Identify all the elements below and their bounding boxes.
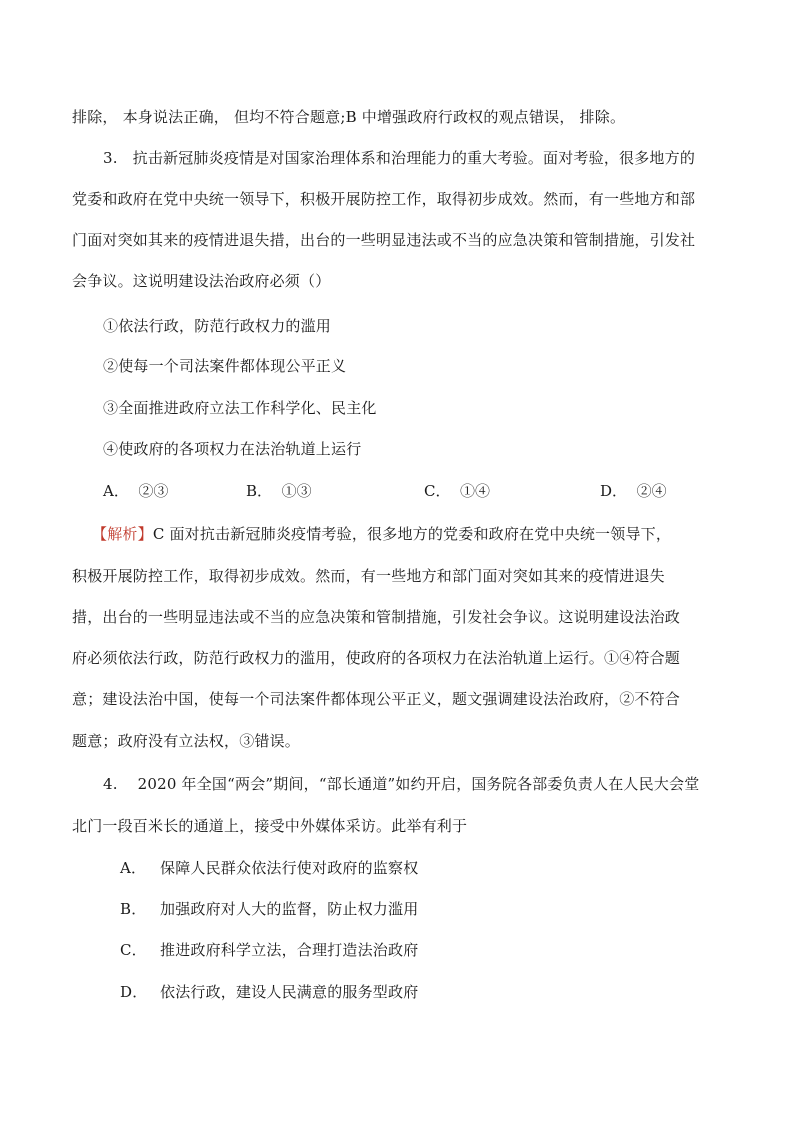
q3-choice-c-letter: C． — [424, 482, 451, 500]
q3-choice-c-text: ①④ — [460, 482, 491, 500]
q3-analysis-line-1 — [92, 524, 671, 544]
q4-choice-d — [120, 982, 418, 1002]
q4-stem-line-1 — [103, 774, 699, 794]
q3-analysis-line-2: 积极开展防控工作，取得初步成效。然而，有一些地方和部门面对突如其来的疫情进退失 — [72, 567, 665, 585]
q4-choice-a-letter: A． — [120, 859, 147, 877]
q3-analysis-line-6: 题意；政府没有立法权，③错误。 — [72, 732, 301, 750]
q3-analysis-label: 【解析】 — [92, 525, 153, 543]
q4-choice-a-text: 保障人民群众依法行使对政府的监察权 — [160, 859, 419, 877]
q3-statement-4: ④使政府的各项权力在法治轨道上运行 — [103, 440, 362, 458]
q4-choice-b-letter: B． — [120, 900, 147, 918]
q3-stem-line-4: 会争议。这说明建设法治政府必须（） — [72, 272, 331, 290]
q3-choice-a-letter: A． — [103, 482, 129, 500]
q3-stem-line-1 — [103, 148, 695, 168]
q4-number: 4. — [103, 775, 118, 793]
q3-choice-d-letter: D． — [600, 482, 628, 500]
q3-statement-1: ①依法行政，防范行政权力的滥用 — [103, 317, 332, 335]
q4-choice-d-text: 依法行政，建设人民满意的服务型政府 — [160, 983, 419, 1001]
q3-choice-a-text: ②③ — [138, 482, 169, 500]
q3-analysis-line-5: 意；建设法治中国，使每一个司法案件都体现公平正义，题文强调建设法治政府，②不符合 — [72, 690, 681, 708]
q4-choice-b — [120, 899, 418, 919]
q3-choice-b-text: ①③ — [281, 482, 312, 500]
q3-analysis-line-3: 措，出台的一些明显违法或不当的应急决策和管制措施，引发社会争议。这说明建设法治政 — [72, 608, 681, 626]
q3-stem-text-1: 抗击新冠肺炎疫情是对国家治理体系和治理能力的重大考验。面对考验，很多地方的 — [132, 149, 696, 167]
q4-choice-a — [120, 858, 418, 878]
q3-number: 3. — [103, 149, 118, 167]
q3-stem-line-2: 党委和政府在党中央统一领导下，积极开展防控工作，取得初步成效。然而，有一些地方和部 — [72, 190, 696, 208]
q4-choice-d-letter: D． — [120, 983, 148, 1001]
q4-choice-c-letter: C． — [120, 941, 147, 959]
q3-stem-line-3: 门面对突如其来的疫情进退失措，出台的一些明显违法或不当的应急决策和管制措施，引发社 — [72, 231, 696, 249]
q3-analysis-line-4: 府必须依法行政，防范行政权力的滥用，使政府的各项权力在法治轨道上运行。①④符合题 — [72, 649, 681, 667]
q4-stem-text-1: 2020 年全国“两会”期间，“部长通道”如约开启，国务院各部委负责人在人民大会堂 — [137, 775, 700, 793]
q3-choice-c — [424, 481, 490, 501]
q4-choice-c-text: 推进政府科学立法，合理打造法治政府 — [160, 941, 419, 959]
intro-line: 排除， 本身说法正确， 但均不符合题意;B 中增强政府行政权的观点错误， 排除。 — [72, 108, 626, 126]
q3-choice-b-letter: B． — [246, 482, 273, 500]
q3-choice-d — [600, 481, 667, 501]
q3-statement-2: ②使每一个司法案件都体现公平正义 — [103, 357, 347, 375]
q3-choice-b — [246, 481, 312, 501]
q4-stem-line-2: 北门一段百米长的通道上，接受中外媒体采访。此举有利于 — [72, 817, 468, 835]
q3-analysis-text-1: C 面对抗击新冠肺炎疫情考验，很多地方的党委和政府在党中央统一领导下， — [152, 525, 672, 543]
q4-choice-c — [120, 940, 418, 960]
q3-choice-d-text: ②④ — [636, 482, 667, 500]
q3-choice-a — [103, 481, 168, 501]
q4-choice-b-text: 加强政府对人大的监督，防止权力滥用 — [160, 900, 419, 918]
q3-statement-3: ③全面推进政府立法工作科学化、民主化 — [103, 399, 377, 417]
